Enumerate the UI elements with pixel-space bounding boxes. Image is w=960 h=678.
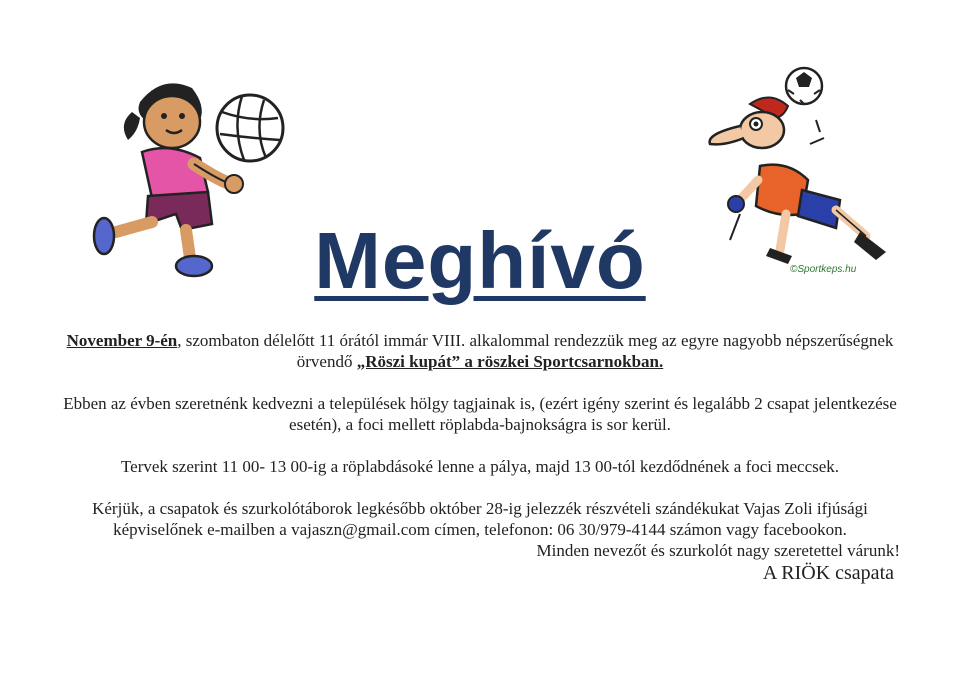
paragraph-1-text: , szombaton délelőtt 11 órától immár VIII. alkalommal rendezzük meg az egyre nagyobb népszerűségnek örvendő (177, 331, 894, 371)
signature: A RIÖK csapata (762, 562, 894, 584)
paragraph-1 (60, 330, 900, 372)
event-date: November 9-én (66, 331, 178, 350)
title-text: Meghívó (314, 216, 646, 305)
paragraph-2: Ebben az évben szeretnénk kedvezni a települések hölgy tagjainak is, (ezért igény szerint és legalább 2 csapat jelentkezése esetén), a foci mellett röplabda-bajnokságra is sor kerül. (63, 394, 897, 434)
closing-line: Minden nevezőt és szurkolót nagy szeretettel várunk! (536, 541, 900, 560)
paragraph-4: Kérjük, a csapatok és szurkolótáborok legkésőbb október 28-ig jelezzék részvételi szándékukat Vajas Zoli ifjúsági képviselőnek e-mailben a vajaszn@gmail.com címen, telefonon: 06 30/979-4144 számon vagy facebookon. (92, 499, 868, 539)
paragraph-3: Tervek szerint 11 00- 13 00-ig a röplabdásoké lenne a pálya, majd 13 00-tól kezdődnének a foci meccsek. (120, 457, 840, 476)
event-name: „Röszi kupát” a röszkei Sportcsarnokban. (356, 352, 664, 371)
page-title (0, 213, 960, 309)
invitation-body (60, 330, 900, 585)
watermark-text: ©Sportkeps.hu (790, 264, 857, 275)
